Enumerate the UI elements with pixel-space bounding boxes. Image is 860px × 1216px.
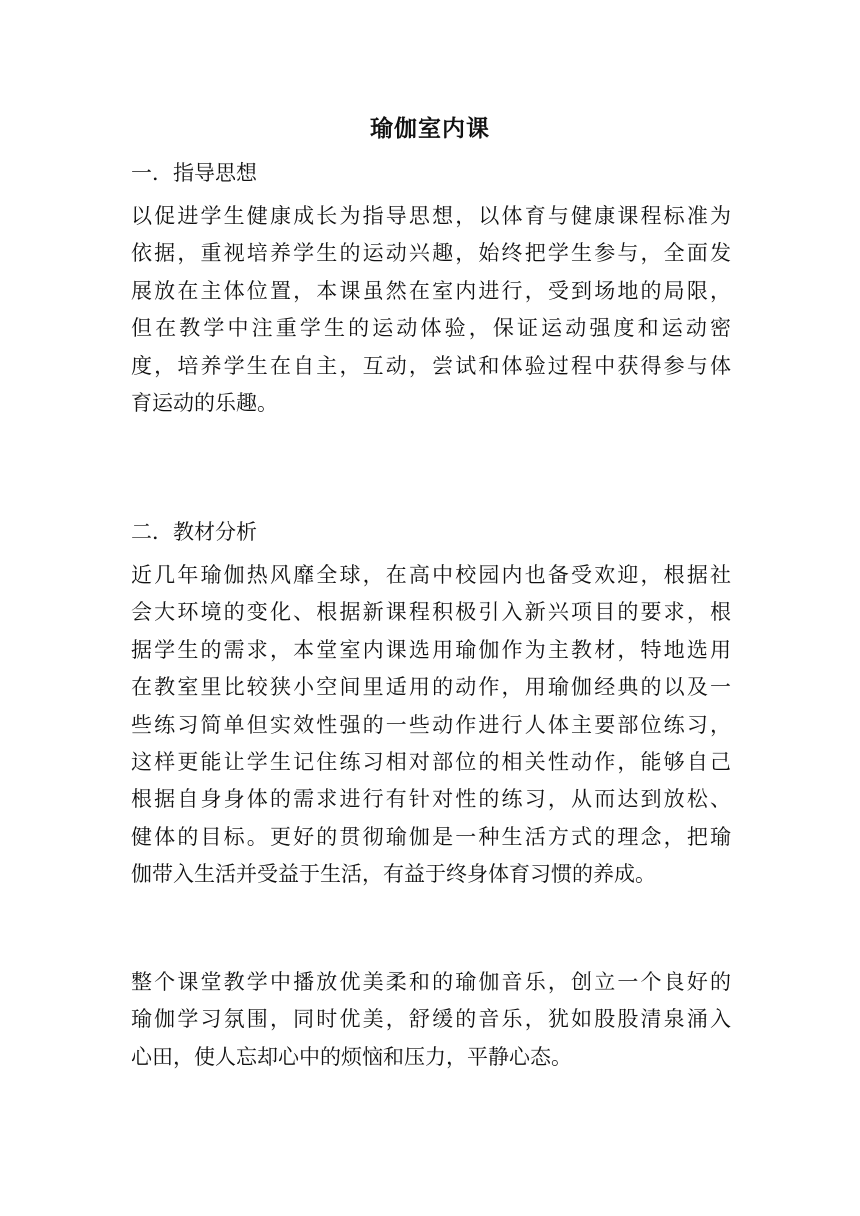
text-line: 整个课堂教学中播放优美柔和的瑜伽音乐，创立一个良好的 (131, 970, 731, 994)
paragraph-material-analysis (131, 557, 731, 894)
text-line: 依据，重视培养学生的运动兴趣，始终把学生参与，全面发 (131, 241, 731, 266)
text-line: 度，培养学生在自主，互动，尝试和体验过程中获得参与体 (131, 353, 731, 378)
paragraph-guiding-ideology (131, 198, 731, 422)
paragraph-music-atmosphere (131, 964, 731, 1076)
text-line: 根据自身身体的需求进行有针对性的练习，从而达到放松、 (131, 787, 731, 812)
text-line: 瑜伽学习氛围，同时优美，舒缓的音乐，犹如股股清泉涌入 (131, 1007, 731, 1032)
text-line: 这样更能让学生记住练习相对部位的相关性动作，能够自己 (131, 750, 731, 775)
section-heading-guiding-ideology: 一．指导思想 (131, 161, 257, 185)
text-line: 据学生的需求，本堂室内课选用瑜伽作为主教材，特地选用 (131, 637, 731, 662)
text-line: 近几年瑜伽热风靡全球，在高中校园内也备受欢迎，根据社 (131, 563, 731, 587)
text-line: 会大环境的变化、根据新课程积极引入新兴项目的要求，根 (131, 600, 731, 625)
text-line: 在教室里比较狭小空间里适用的动作，用瑜伽经典的以及一 (131, 675, 731, 700)
text-line: 心田，使人忘却心中的烦恼和压力，平静心态。 (131, 1044, 572, 1069)
text-line: 以促进学生健康成长为指导思想，以体育与健康课程标准为 (131, 204, 731, 228)
section-heading-material-analysis: 二．教材分析 (131, 520, 257, 544)
document-title: 瑜伽室内课 (370, 115, 490, 142)
text-line: 些练习简单但实效性强的一些动作进行人体主要部位练习， (131, 712, 731, 737)
text-line: 展放在主体位置，本课虽然在室内进行，受到场地的局限， (131, 278, 731, 303)
text-line: 育运动的乐趣。 (131, 391, 278, 416)
text-line: 伽带入生活并受益于生活，有益于终身体育习惯的养成。 (131, 862, 656, 887)
text-line: 但在教学中注重学生的运动体验，保证运动强度和运动密 (131, 316, 731, 341)
text-line: 健体的目标。更好的贯彻瑜伽是一种生活方式的理念，把瑜 (131, 824, 731, 849)
